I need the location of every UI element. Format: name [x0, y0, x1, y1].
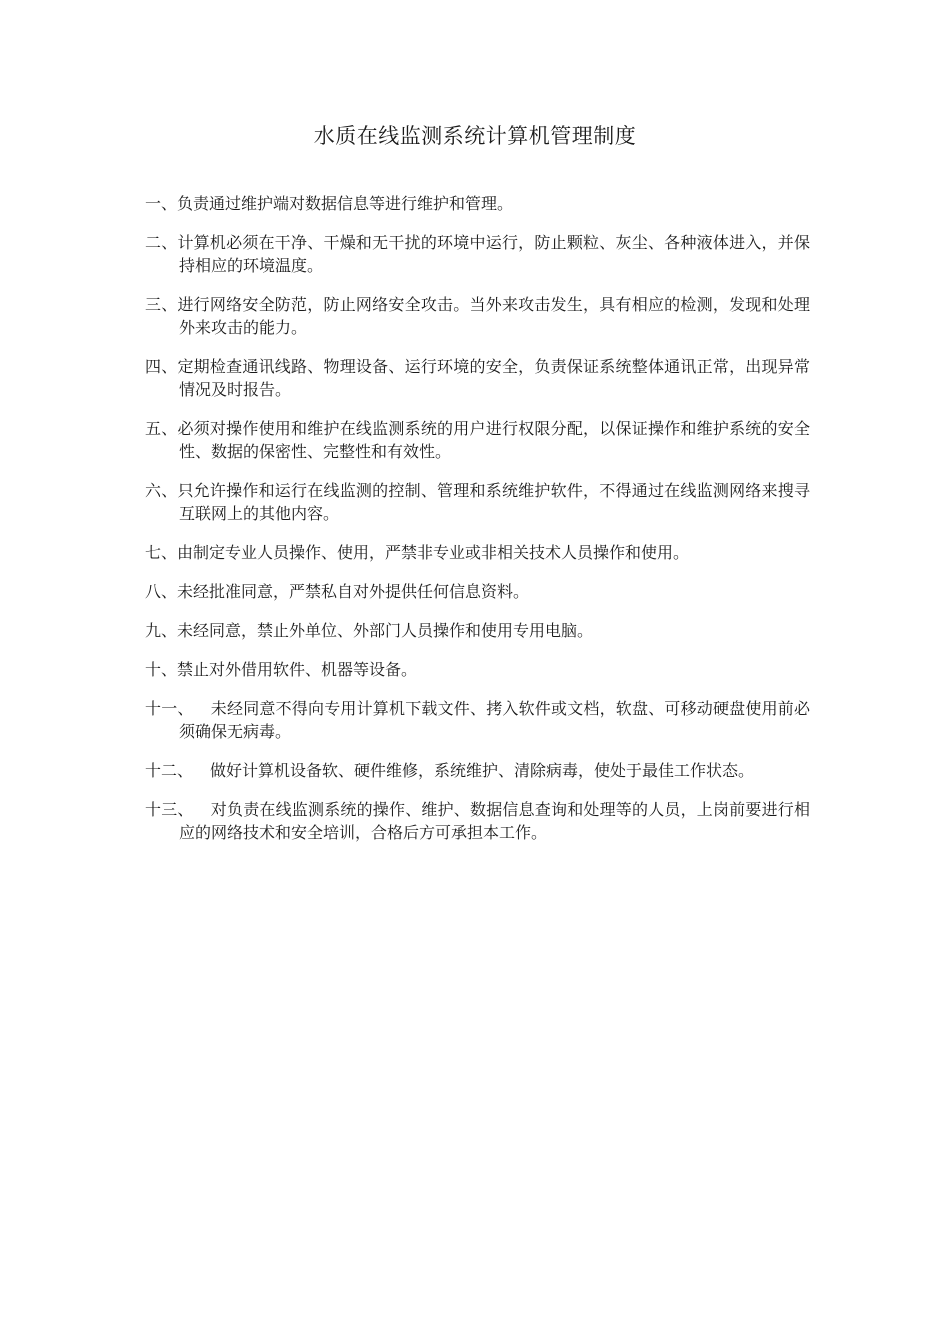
clause-text: 禁止对外借用软件、机器等设备。	[177, 660, 418, 679]
clause-item	[145, 696, 810, 742]
clause-text: 由制定专业人员操作、使用，严禁非专业或非相关技术人员操作和使用。	[177, 543, 690, 562]
clause-item	[145, 354, 810, 400]
clause-text: 未经同意不得向专用计算机下载文件、拷入软件或文档，软盘、可移动硬盘使用前必须确保无病毒。	[179, 699, 810, 741]
clause-number: 四、	[145, 357, 178, 376]
clause-text: 未经批准同意，严禁私自对外提供任何信息资料。	[177, 582, 530, 601]
clause-item	[145, 618, 810, 641]
document-title: 水质在线监测系统计算机管理制度	[313, 124, 637, 148]
clause-number: 八、	[145, 582, 178, 601]
clause-number: 九、	[145, 621, 178, 640]
clause-item	[145, 292, 810, 338]
clause-number: 六、	[145, 481, 178, 500]
clause-item	[145, 191, 810, 214]
clause-item	[145, 478, 810, 524]
clause-text: 进行网络安全防范，防止网络安全攻击。当外来攻击发生，具有相应的检测，发现和处理外来攻击的能力。	[177, 295, 810, 337]
clause-item	[145, 540, 810, 563]
clause-text: 必须对操作使用和维护在线监测系统的用户进行权限分配，以保证操作和维护系统的安全性、数据的保密性、完整性和有效性。	[177, 419, 810, 461]
clause-text: 计算机必须在干净、干燥和无干扰的环境中运行，防止颗粒、灰尘、各种液体进入，并保持相应的环境温度。	[177, 233, 810, 275]
clause-number: 二、	[145, 233, 178, 252]
clause-number: 三、	[145, 295, 178, 314]
clause-item	[145, 416, 810, 462]
clause-item	[145, 230, 810, 276]
clause-item	[145, 657, 810, 680]
clause-list	[145, 175, 810, 859]
clause-number: 十一、	[145, 699, 194, 718]
clause-text: 未经同意，禁止外单位、外部门人员操作和使用专用电脑。	[177, 621, 594, 640]
clause-item	[145, 758, 810, 781]
clause-text: 对负责在线监测系统的操作、维护、数据信息查询和处理等的人员，上岗前要进行相应的网络技术和安全培训，合格后方可承担本工作。	[179, 800, 810, 842]
clause-number: 十二、	[145, 761, 194, 780]
clause-item	[145, 797, 810, 843]
clause-item	[145, 579, 810, 602]
clause-text: 定期检查通讯线路、物理设备、运行环境的安全，负责保证系统整体通讯正常，出现异常情况及时报告。	[177, 357, 810, 399]
clause-number: 十、	[145, 660, 178, 679]
clause-number: 十三、	[145, 800, 194, 819]
clause-number: 七、	[145, 543, 178, 562]
clause-text: 负责通过维护端对数据信息等进行维护和管理。	[177, 194, 514, 213]
clause-text: 做好计算机设备软、硬件维修，系统维护、清除病毒，使处于最佳工作状态。	[210, 761, 755, 780]
clause-text: 只允许操作和运行在线监测的控制、管理和系统维护软件，不得通过在线监测网络来搜寻互联网上的其他内容。	[177, 481, 810, 523]
clause-number: 五、	[145, 419, 178, 438]
clause-number: 一、	[145, 194, 178, 213]
